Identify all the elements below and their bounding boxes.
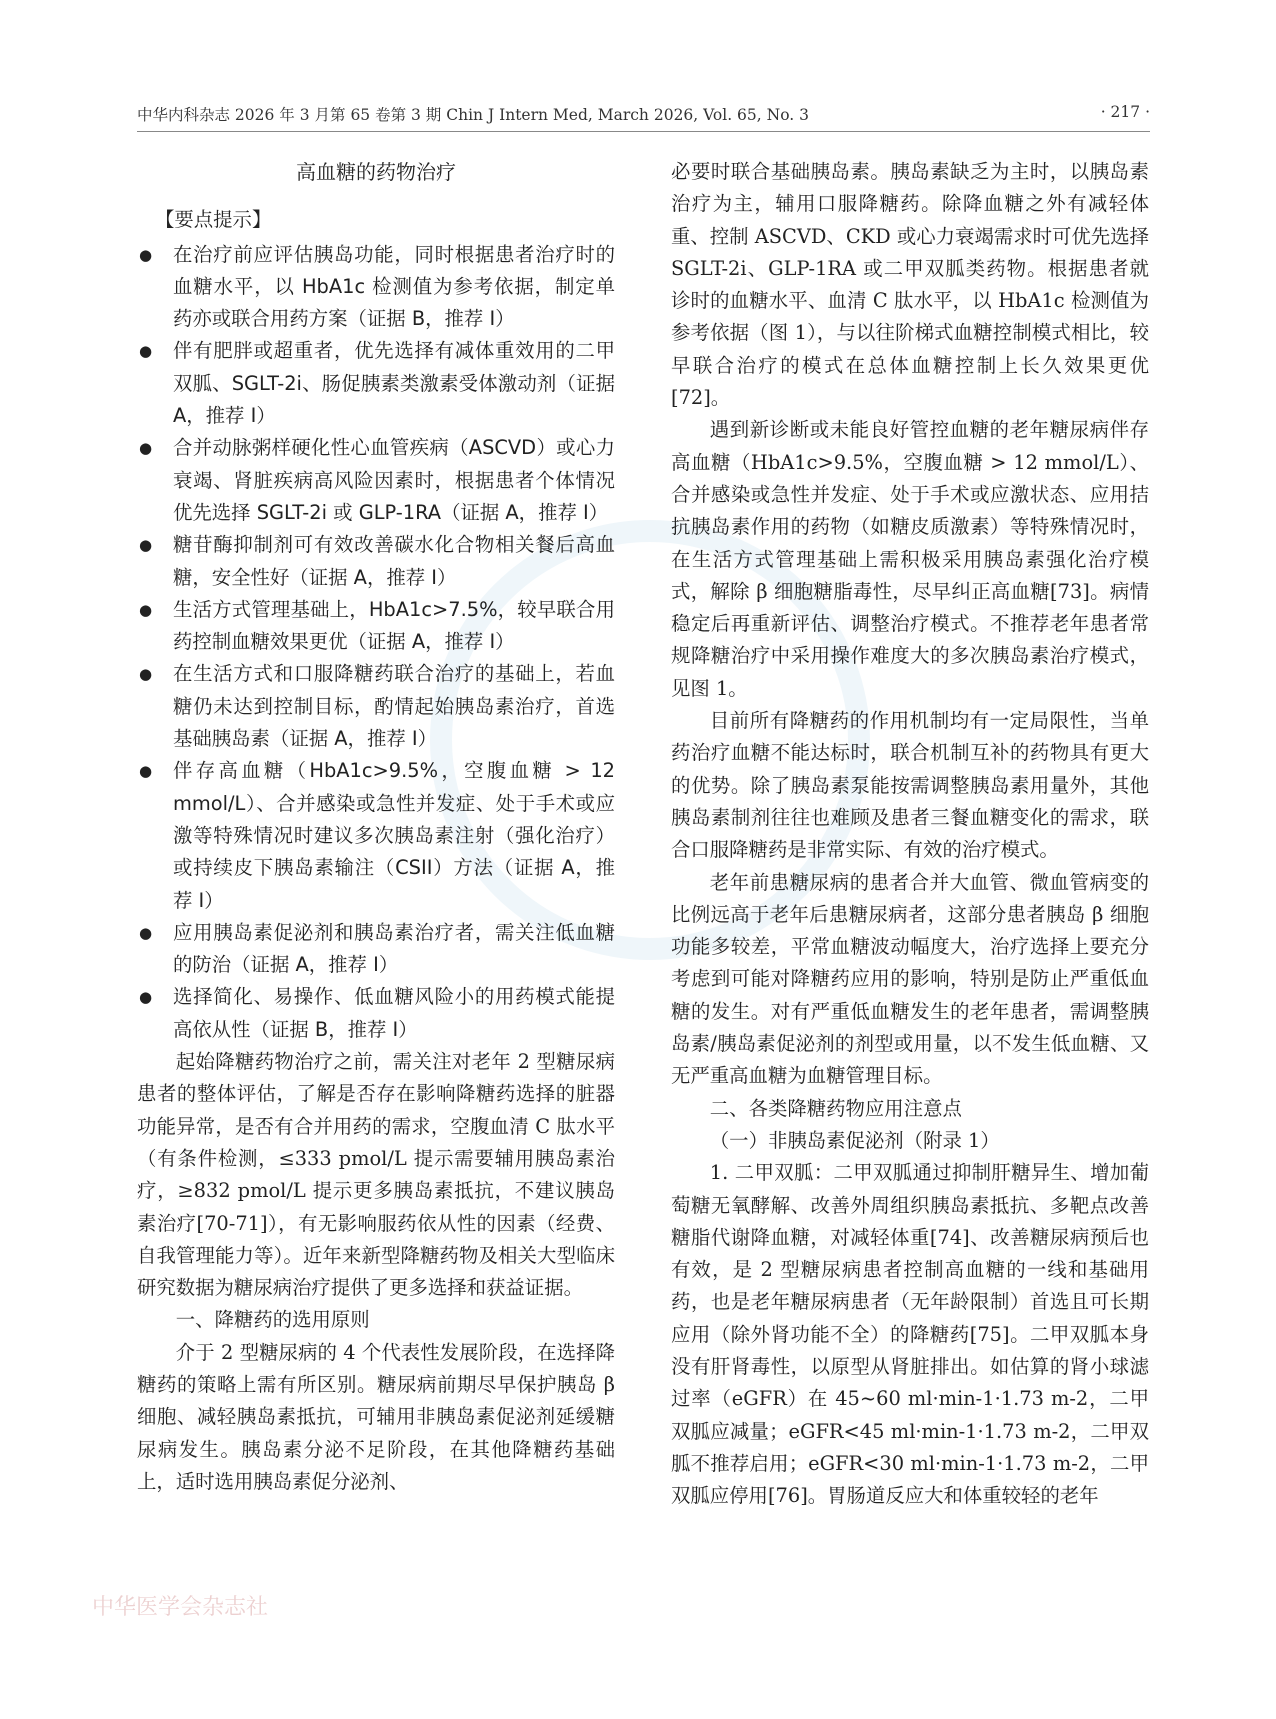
keypoint-item: ● 生活方式管理基础上，HbA1c>7.5%，较早联合用药控制血糖效果更优（证据 A，推荐 Ⅰ） [137,594,615,659]
header-rule [137,131,1150,132]
body-paragraph: 起始降糖药物治疗之前，需关注对老年 2 型糖尿病患者的整体评估，了解是否存在影响降糖药选择的脏器功能异常，是否有合并用药的需求，空腹血清 C 肽水平（有条件检测，≤333 pmol/L 提示需要辅用胰岛素治疗，≥832 pmol/L 提示更多胰岛素抵抗，不建议胰岛素治疗[70-71]），有无影响服药依从性的因素（经费、自我管理能力等）。近年来新型降糖药物及相关大型临床研究数据为糖尿病治疗提供了更多选择和获益证据。 [137,1050,615,1300]
keypoint-item: ● 应用胰岛素促泌剂和胰岛素治疗者，需关注低血糖的防治（证据 A，推荐 Ⅰ） [137,917,615,982]
keypoint-item: ● 在生活方式和口服降糖药联合治疗的基础上，若血糖仍未达到控制目标，酌情起始胰岛素治疗，首选基础胰岛素（证据 A，推荐 Ⅰ） [137,658,615,755]
publisher-logo: 中华医学会杂志社 [92,1595,269,1620]
keypoints-label: 【要点提示】 [155,208,272,232]
left-column [137,156,615,1498]
body-paragraph: 介于 2 型糖尿病的 4 个代表性发展阶段，在选择降糖药的策略上需有所区别。糖尿病前期尽早保护胰岛 β 细胞、减轻胰岛素抵抗，可辅用非胰岛素促泌剂延缓糖尿病发生。胰岛素分泌不足阶段，在其他降糖药基础上，适时选用胰岛素促分泌剂、 [137,1340,615,1493]
right-column [671,156,1149,1512]
keypoint-item: ● 伴存高血糖（HbA1c>9.5%，空腹血糖 > 12 mmol/L）、合并感染或急性并发症、处于手术或应激等特殊情况时建议多次胰岛素注射（强化治疗）或持续皮下胰岛素输注（CSII）方法（证据 A，推荐 Ⅰ） [137,755,615,916]
body-paragraph: 1. 二甲双胍：二甲双胍通过抑制肝糖异生、增加葡萄糖无氧酵解、改善外周组织胰岛素抵抗、多靶点改善糖脂代谢降血糖，对减轻体重[74]、改善糖尿病预后也有效，是 2 型糖尿病患者控制高血糖的一线和基础用药，也是老年糖尿病患者（无年龄限制）首选且可长期应用（除外肾功能不全）的降糖药[75]。二甲双胍本身没有肝肾毒性，以原型从肾脏排出。如估算的肾小球滤过率（eGFR）在 45~60 ml·min-1·1.73 m-2，二甲双胍应减量；eGFR<45 ml·min-1·1.73 m-2，二甲双胍不推荐启用；eGFR<30 ml·min-1·1.73 m-2，二甲双胍应停用[76]。胃肠道反应大和体重较轻的老年 [671,1161,1149,1508]
keypoints-list [137,239,615,1046]
section-heading: 一、降糖药的选用原则 [175,1308,370,1332]
keypoint-item: ● 糖苷酶抑制剂可有效改善碳水化合物相关餐后高血糖，安全性好（证据 A，推荐 Ⅰ） [137,529,615,594]
body-paragraph: 老年前患糖尿病的患者合并大血管、微血管病变的比例远高于老年后患糖尿病者，这部分患者胰岛 β 细胞功能多较差，平常血糖波动幅度大，治疗选择上要充分考虑到可能对降糖药应用的影响，特别是防止严重低血糖的发生。对有严重低血糖发生的老年患者，需调整胰岛素/胰岛素促泌剂的剂型或用量，以不发生低血糖、又无严重高血糖为血糖管理目标。 [671,870,1149,1088]
subsection-heading: （一）非胰岛素促泌剂（附录 1） [709,1128,1000,1152]
body-paragraph: 目前所有降糖药的作用机制均有一定局限性，当单药治疗血糖不能达标时，联合机制互补的药物具有更大的优势。除了胰岛素泵能按需调整胰岛素用量外，其他胰岛素制剂往往也难顾及患者三餐血糖变化的需求，联合口服降糖药是非常实际、有效的治疗模式。 [671,709,1149,862]
page-number: · 217 · [1100,103,1150,121]
section-heading: 二、各类降糖药物应用注意点 [709,1096,962,1120]
keypoint-item: ● 选择简化、易操作、低血糖风险小的用药模式能提高依从性（证据 B，推荐 Ⅰ） [137,981,615,1046]
body-paragraph: 必要时联合基础胰岛素。胰岛素缺乏为主时，以胰岛素治疗为主，辅用口服降糖药。除降血糖之外有减轻体重、控制 ASCVD、CKD 或心力衰竭需求时可优先选择 SGLT-2i、GLP-1RA 或二甲双胍类药物。根据患者就诊时的血糖水平、血清 C 肽水平，以 HbA1c 检测值为参考依据（图 1），与以往阶梯式血糖控制模式相比，较早联合治疗的模式在总体血糖控制上长久效果更优[72]。 [671,160,1149,410]
section-title: 高血糖的药物治疗 [296,160,456,184]
running-header: 中华内科杂志 2026 年 3 月第 65 卷第 3 期 Chin J Intern Med, March 2026, Vol. 65, No. 3 [137,106,809,124]
body-paragraph: 遇到新诊断或未能良好管控血糖的老年糖尿病伴存高血糖（HbA1c>9.5%，空腹血糖 > 12 mmol/L）、合并感染或急性并发症、处于手术或应激状态、应用拮抗胰岛素作用的药物（如糖皮质激素）等特殊情况时，在生活方式管理基础上需积极采用胰岛素强化治疗模式，解除 β 细胞糖脂毒性，尽早纠正高血糖[73]。病情稳定后再重新评估、调整治疗模式。不推荐老年患者常规降糖治疗中采用操作难度大的多次胰岛素治疗模式，见图 1。 [671,418,1149,700]
keypoint-item: ● 合并动脉粥样硬化性心血管疾病（ASCVD）或心力衰竭、肾脏疾病高风险因素时，根据患者个体情况优先选择 SGLT-2i 或 GLP-1RA（证据 A，推荐 Ⅰ） [137,432,615,529]
keypoint-item: ● 在治疗前应评估胰岛功能，同时根据患者治疗时的血糖水平，以 HbA1c 检测值为参考依据，制定单药亦或联合用药方案（证据 B，推荐 Ⅰ） [137,239,615,336]
keypoint-item: ● 伴有肥胖或超重者，优先选择有减体重效用的二甲双胍、SGLT-2i、肠促胰素类激素受体激动剂（证据 A，推荐 Ⅰ） [137,335,615,432]
